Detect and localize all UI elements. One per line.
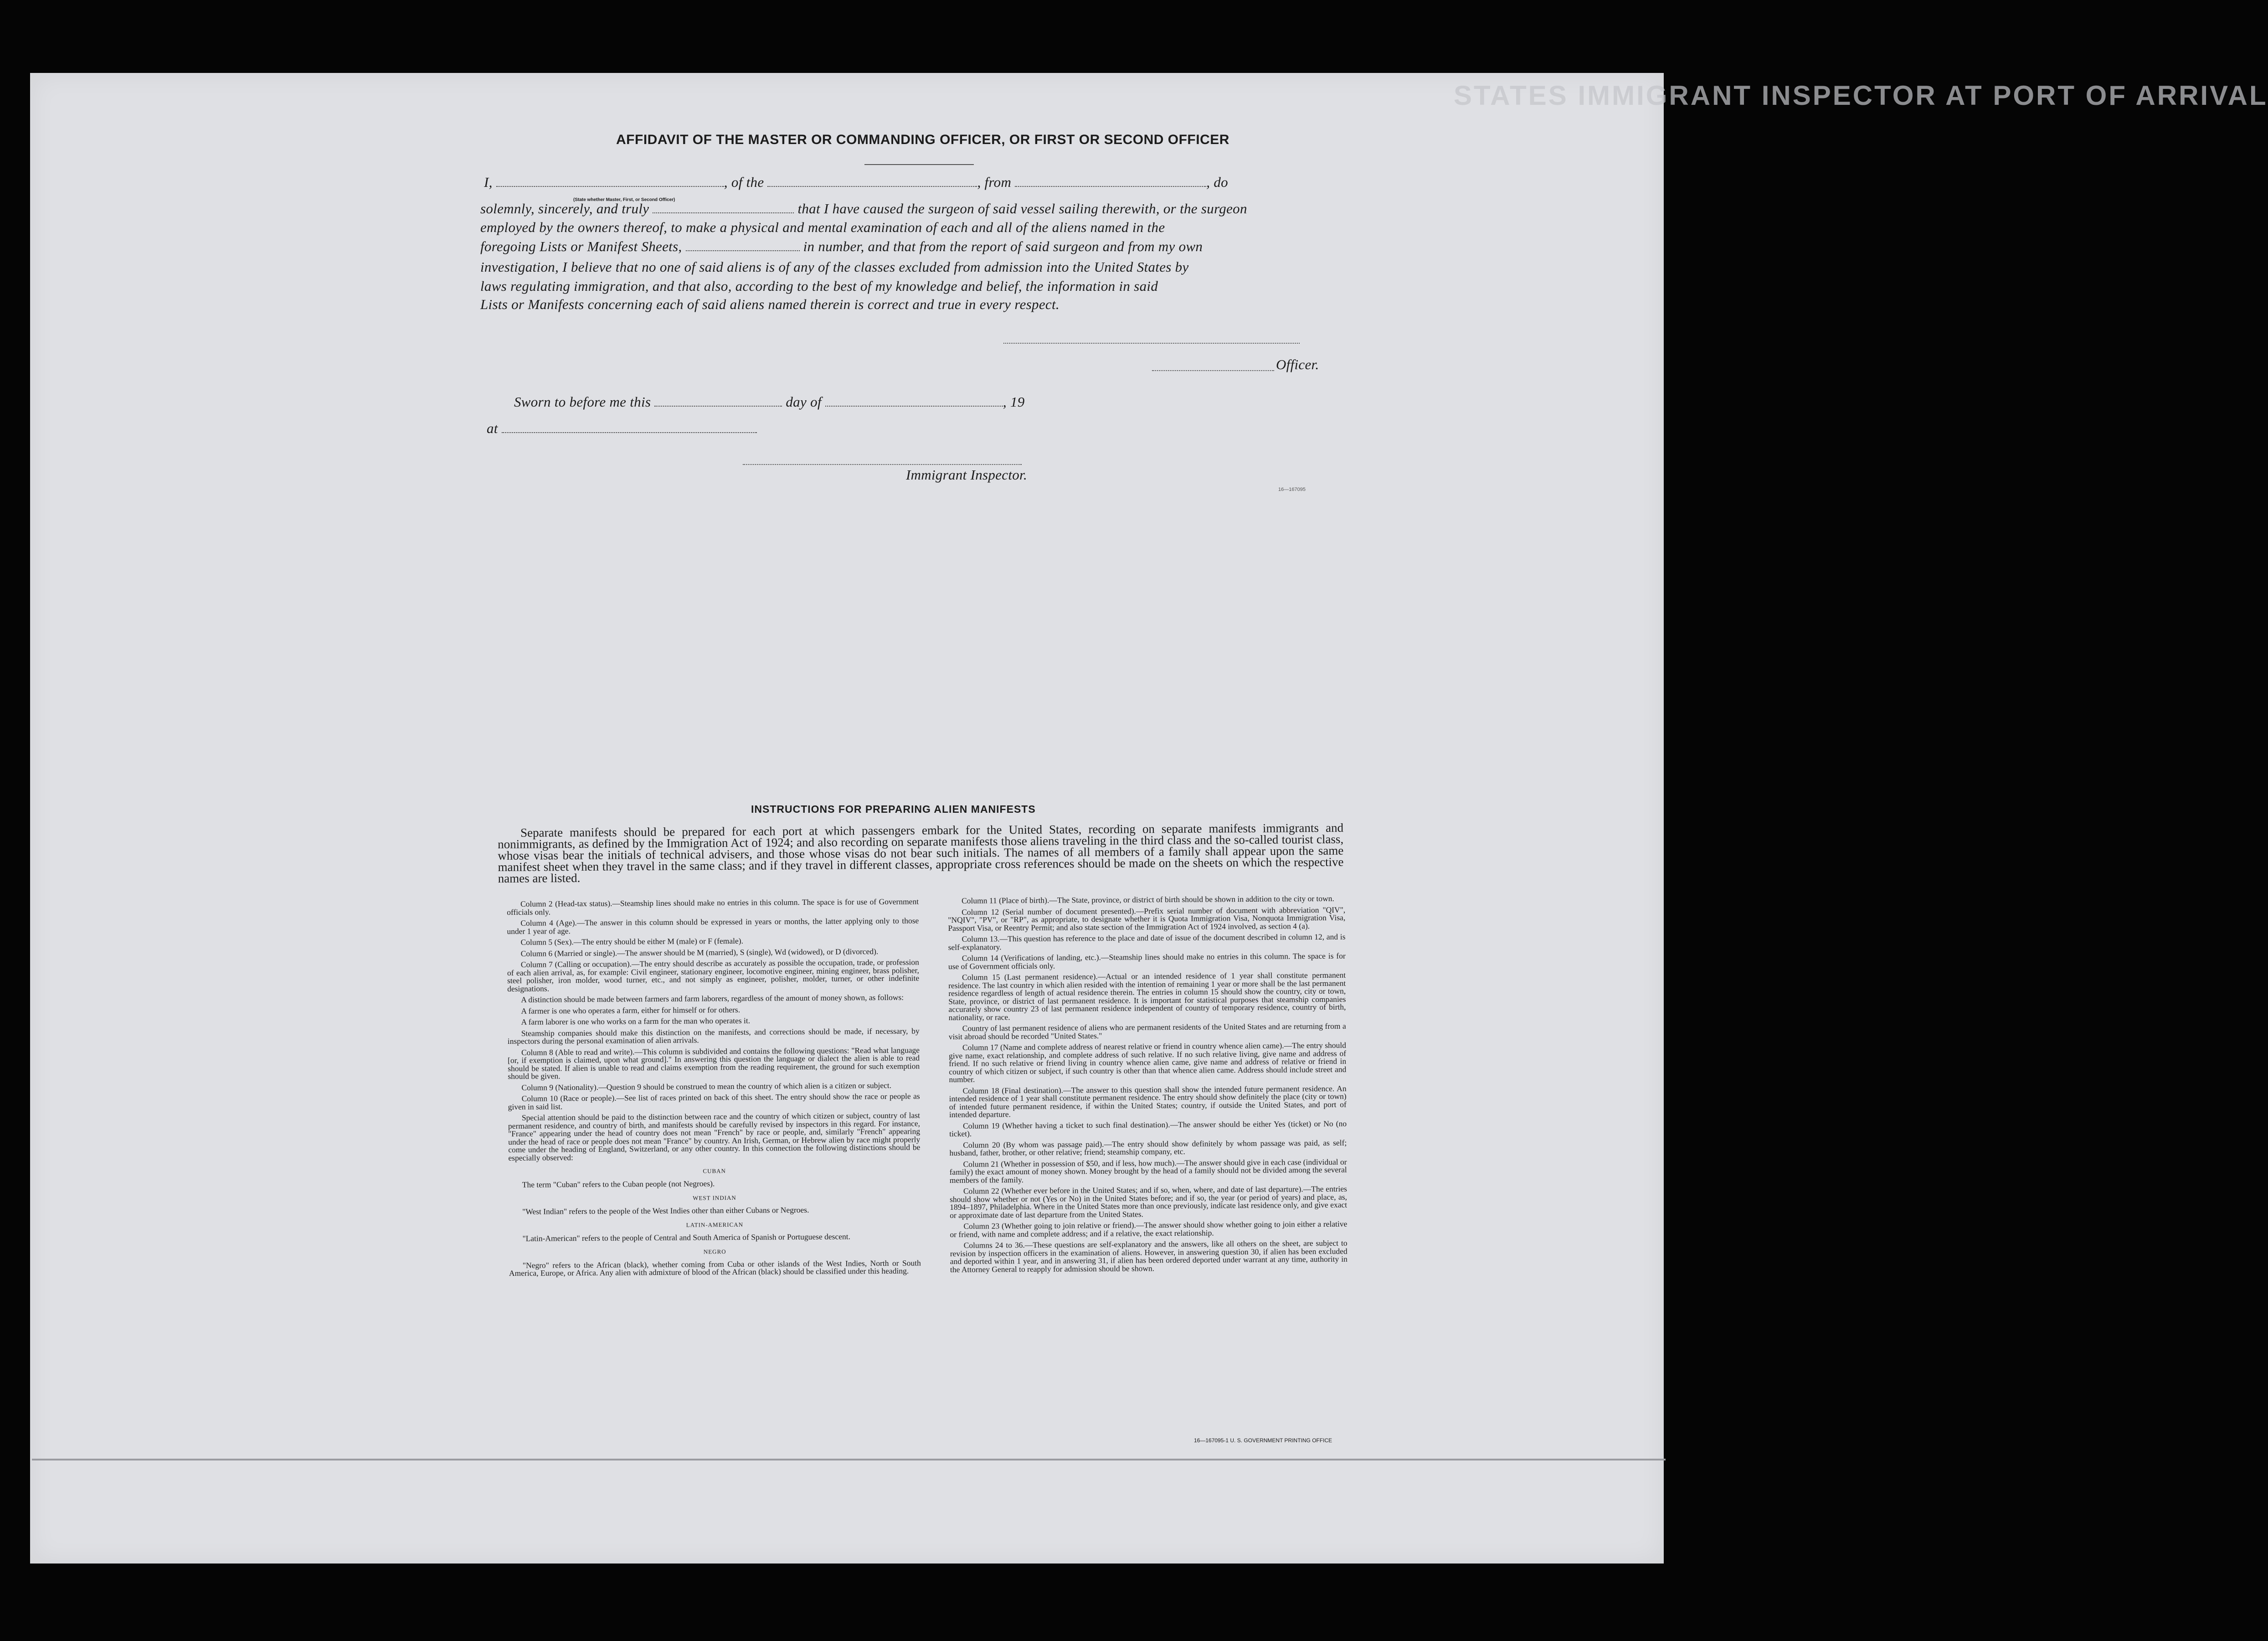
affidavit-line-3: employed by the owners thereof, to make a physical and mental examination of each and all of the aliens named in the xyxy=(480,219,1165,235)
instructions-title: INSTRUCTIONS FOR PREPARING ALIEN MANIFESTS xyxy=(751,803,1036,815)
alien-count-blank[interactable] xyxy=(686,250,800,251)
affidavit-line-6: laws regulating immigration, and that also, according to the best of my knowledge and belief, the information in said xyxy=(480,278,1158,294)
column-10-instruction: Column 10 (Race or people).—See list of races printed on back of this sheet. The entry should show the race or people as given in said list. xyxy=(508,1091,920,1111)
officer-rank-blank[interactable] xyxy=(496,186,724,187)
punch-hole xyxy=(1692,1276,1716,1308)
instructions-right-column xyxy=(948,895,1347,1277)
punch-hole xyxy=(1689,517,1713,549)
foregoing-text: foregoing Lists or Manifest Sheets, xyxy=(480,238,682,254)
column-8-instruction: Column 8 (Able to read and write).—This column is subdivided and contains the following questions: "Read what language [or, if exemption is claimed, upon what ground]." In answering this question the language or dialect the alien is able to read should be stated. If alien is unable to read and claims exemption from the reading requirement, the ground for such exemption should be given. xyxy=(508,1045,920,1081)
column-7-instruction: Column 7 (Calling or occupation).—The entry should describe as accurately as possible the occupation, trade, or profession of each alien arrival, as, for example: Civil engineer, stationary engineer, locomotive engineer, mining engineer, brass polisher, steel polisher, iron molder, wood turner, etc., and not simply as engineer, polisher, molder, turner, or other indefinite designations. xyxy=(507,957,920,993)
race-distinction-note: Special attention should be paid to the distinction between race and the country of which citizen or subject, country of last permanent residence, and country of birth, and manifests should be carefully revised by inspectors in this regard. For instance, "France" appearing under the head of country does not mean "French" by race or people, and, similarly "French" appearing under the head of race or people does not mean "France" by country. An Irish, German, or Hebrew alien by race might properly come under the heading of England, Switzerland, or any other country. In this connection the following distinctions should be especially observed: xyxy=(508,1110,921,1162)
officer-rank-note: (State whether Master, First, or Second Officer) xyxy=(573,197,675,202)
printing-office-line: 16—167095-1 U. S. GOVERNMENT PRINTING OFFICE xyxy=(1194,1437,1332,1444)
cuban-definition: The term "Cuban" refers to the Cuban people (not Negroes). xyxy=(522,1178,715,1189)
instructions-intro: Separate manifests should be prepared for each port at which passengers embark for the United States, recording on separate manifests immigrants and nonimmigrants, as defined by the Immigration Act of 1924; and also recording on separate manifests those aliens traveling in the third class and the so-called tourist class, whose visas bear the initials of technical advisers, and those whose visas do not bear such initials. The names of all members of a family shall appear upon the same manifest sheet when they travel in the same class; and if they travel in different classes, appropriate cross references should be made on the sheets on which the respective names are listed. xyxy=(498,820,1344,885)
column-12-instruction: Column 12 (Serial number of document presented).—Prefix serial number of document with abbreviation "QIV", "NQIV", "PV", or "RP", as appropriate, to designate whether it is Quota Immigration Visa, Nonquota Immigration Visa, Passport Visa, or Reentry Permit; and also state section of the Immigration Act of 1924 involved, as section 4 (a). xyxy=(948,905,1346,933)
signature-line[interactable] xyxy=(1003,343,1300,344)
sworn-place-blank[interactable] xyxy=(502,432,757,433)
heading-west-indian: WEST INDIAN xyxy=(693,1194,736,1202)
latin-american-definition: "Latin-American" refers to the people of Central and South America of Spanish or Portuguese descent. xyxy=(522,1231,851,1243)
column-21-instruction: Column 21 (Whether in possession of $50, and if less, how much).—The answer should give in each case (individual or family) the exact amount of money shown. Money brought by the head of a family should not be divided among the several members of the family. xyxy=(949,1157,1347,1185)
page-edge-line xyxy=(32,1459,1666,1460)
at-line xyxy=(487,420,757,437)
solemnly-text: solemnly, sincerely, and truly xyxy=(480,201,649,217)
affidavit-line-7: Lists or Manifests concerning each of said aliens named therein is correct and true in every respect. xyxy=(480,296,1059,312)
west-indian-definition: "West Indian" refers to the people of the West Indies other than either Cubans or Negroes. xyxy=(522,1205,809,1216)
affidavit-line-5: investigation, I believe that no one of said aliens is of any of the classes excluded from admission into the United States by xyxy=(480,259,1189,275)
form-code: 16—167095 xyxy=(1278,487,1306,492)
officer-label: Officer. xyxy=(1276,356,1319,372)
officer-name-line[interactable] xyxy=(1152,370,1274,371)
vessel-name-blank[interactable] xyxy=(767,186,977,187)
column-22-instruction: Column 22 (Whether ever before in the United States; and if so, when, where, and date of last departure).—The entries should show whether or not (Yes or No) in the United States before; and if so, the year (or period of years) and place, as, 1894–1897, Philadelphia. Where in the United States more than once previously, indicate last residence only, and give exact or approximate date of last departure from the United States. xyxy=(949,1184,1347,1220)
column-13-instruction: Column 13.—This question has reference to the place and date of issue of the document described in column 12, and is self-explanatory. xyxy=(948,932,1346,952)
punch-hole xyxy=(1692,994,1716,1026)
sworn-manner-blank[interactable] xyxy=(653,212,794,213)
steamship-note: Steamship companies should make this distinction on the manifests, and corrections should be made, if necessary, by inspectors during the personal examination of alien arrivals. xyxy=(507,1026,920,1046)
column-19-instruction: Column 19 (Whether having a ticket to such final destination).—The answer should be either Yes (ticket) or No (no ticket). xyxy=(949,1119,1347,1138)
column-6-instruction: Column 6 (Married or single).—The answer should be M (married), S (single), Wd (widowed), or D (divorced). xyxy=(520,946,879,958)
column-2-instruction: Column 2 (Head-tax status).—Steamship lines should make no entries in this column. The space is for use of Government officials only. xyxy=(507,897,919,917)
column-5-instruction: Column 5 (Sex).—The entry should be either M (male) or F (female). xyxy=(520,936,744,947)
of-the-label: , of the xyxy=(724,174,764,190)
heading-latin-american: LATIN-AMERICAN xyxy=(686,1221,744,1228)
punch-hole xyxy=(1692,1060,1716,1092)
sworn-text: Sworn to before me this xyxy=(514,394,651,410)
column-20-instruction: Column 20 (By whom was passage paid).—The entry should show definitely by whom passage was paid, as self; husband, father, brother, or other relative; friend; steamship company, etc. xyxy=(949,1138,1347,1157)
column-17-instruction: Column 17 (Name and complete address of nearest relative or friend in country whence alien came).—The entry should give name, exact relationship, and complete address of such relative. If no such relative living, give name and address of friend. If no such relative or friend living in country whence alien came, give name and address of relative or friend in country of which citizen or subject, if such country is other than that whence alien came. Address should include street and number. xyxy=(949,1040,1347,1084)
day-of-text: day of xyxy=(786,394,822,410)
farmer-distinction: A distinction should be made between farmers and farm laborers, regardless of the amount of money shown, as follows: xyxy=(521,992,904,1004)
punch-hole xyxy=(1689,237,1713,269)
sworn-month-blank[interactable] xyxy=(825,405,1003,407)
column-11-instruction: Column 11 (Place of birth).—The State, province, or district of birth should be shown in addition to the city or town. xyxy=(961,893,1334,905)
column-4-instruction: Column 4 (Age).—The answer in this column should be expressed in years or months, the latter applying only to those under 1 year of age. xyxy=(507,916,919,936)
affidavit-title: AFFIDAVIT OF THE MASTER OR COMMANDING OFFICER, OR FIRST OR SECOND OFFICER xyxy=(616,132,1229,147)
column-18-instruction: Column 18 (Final destination).—The answer to this question shall show the intended future permanent residence. An intended residence of 1 year shall constitute permanent residence. The entry should show definitely the place (city or town) of intended future permanent residence, if within the United States; country, if outside the United States, and port of intended departure. xyxy=(949,1084,1347,1119)
affidavit-line-2 xyxy=(480,201,1247,217)
year-text: , 19 xyxy=(1003,394,1025,410)
punch-hole xyxy=(1692,1345,1716,1377)
surgeon-text: that I have caused the surgeon of said vessel sailing therewith, or the surgeon xyxy=(797,201,1247,217)
column-14-instruction: Column 14 (Verifications of landing, etc.).—Steamship lines should make no entries in this column. The space is for use of Government officials only. xyxy=(948,951,1346,971)
from-label: , from xyxy=(977,174,1012,190)
punch-hole xyxy=(1689,588,1713,620)
affidavit-line-4 xyxy=(480,238,1203,255)
punch-hole xyxy=(1689,305,1713,337)
heading-negro: NEGRO xyxy=(703,1248,726,1255)
do-label: , do xyxy=(1206,174,1228,190)
negro-definition: "Negro" refers to the African (black), whether coming from Cuba or other islands of the West Indies, North or South America, Europe, or Africa. Any alien with admixture of blood of the African (black) should be classified under this heading. xyxy=(509,1258,921,1278)
sworn-line xyxy=(514,394,1025,410)
sworn-day-blank[interactable] xyxy=(654,405,782,407)
heading-cuban: CUBAN xyxy=(703,1167,726,1175)
column-23-instruction: Column 23 (Whether going to join relative or friend).—The answer should show whether going to join either a relative or friend, with name and complete address; and if a relative, the exact relationship. xyxy=(950,1219,1347,1239)
column-9-instruction: Column 9 (Nationality).—Question 9 should be construed to mean the country of which alien is a citizen or subject. xyxy=(521,1080,892,1092)
title-rule xyxy=(864,164,974,165)
inspector-label: Immigrant Inspector. xyxy=(906,467,1028,483)
instructions-left-column xyxy=(507,898,921,1280)
port-from-blank[interactable] xyxy=(1015,186,1206,187)
country-residence-note: Country of last permanent residence of aliens who are permanent residents of the United States and are returning from a visit abroad should be recorded "United States." xyxy=(948,1021,1346,1041)
column-15-instruction: Column 15 (Last permanent residence).—Actual or an intended residence of 1 year shall constitute permanent residence. The last country in which alien resided with the intention of remaining 1 year or more shall be the last permanent residence regardless of length of actual residence therein. The entries in column 15 should show the country, city or town, State, province, or district of last permanent residence. It is important for statistical purposes that steamship companies accurately show country 23 of last permanent residence independent of country of temporary residence, country of birth, nationality, or race. xyxy=(948,970,1346,1022)
farmer-definition: A farmer is one who operates a farm, either for himself or for others. xyxy=(521,1005,741,1016)
affidavit-i: I, xyxy=(484,174,493,190)
at-text: at xyxy=(487,420,498,436)
farm-laborer-definition: A farm laborer is one who works on a farm for the man who operates it. xyxy=(521,1016,751,1027)
in-number-text: in number, and that from the report of said surgeon and from my own xyxy=(803,238,1203,254)
columns-24-36-instruction: Columns 24 to 36.—These questions are self-explanatory and the answers, like all others on the sheet, are subject to revision by inspection officers in the examination of aliens. However, in answering question 30, if alien has been excluded and deported within 1 year, and in answering 31, if alien has been ordered deported under warrant at any time, authority in the Attorney General to reapply for admission should be shown. xyxy=(950,1238,1347,1274)
inspector-signature-line[interactable] xyxy=(743,464,1022,465)
affidavit-line-1 xyxy=(484,174,1228,191)
bleed-through-text: STATES IMMIGRANT INSPECTOR AT PORT OF ARRIVAL xyxy=(1454,80,2268,111)
